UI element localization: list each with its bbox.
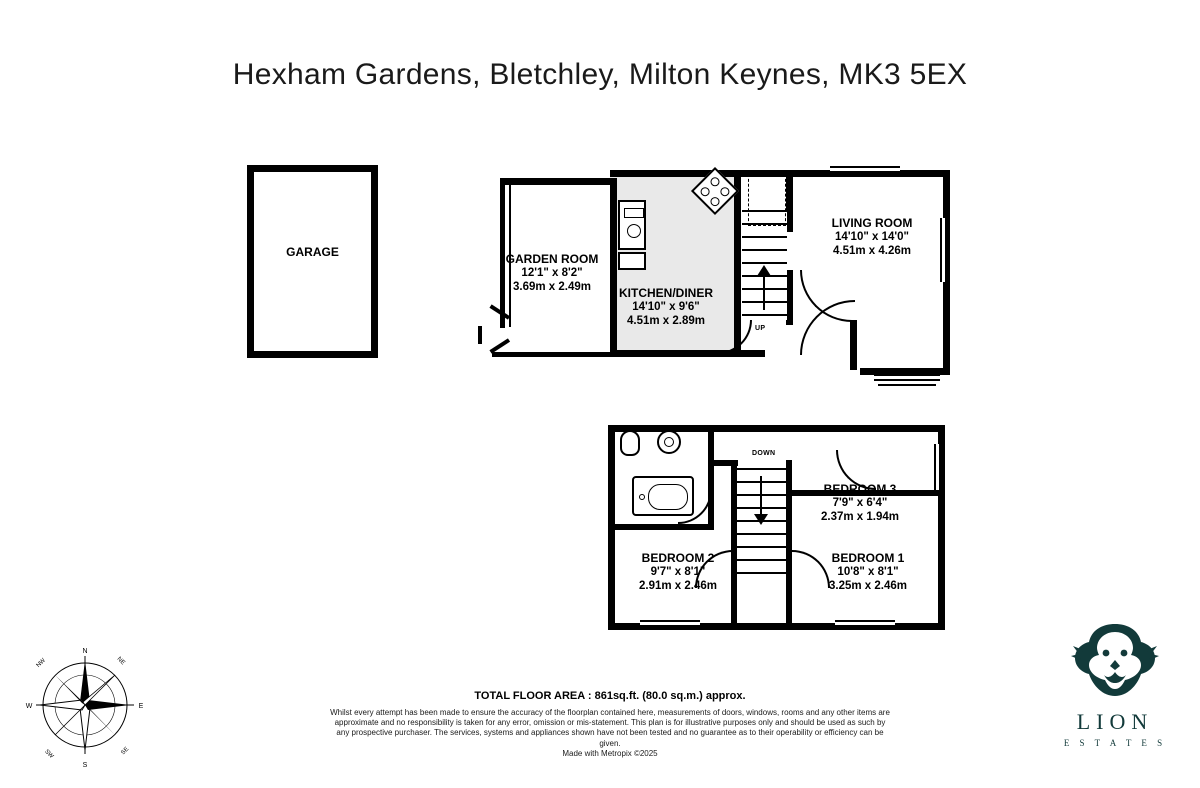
made-with-label: Made with Metropix ©2025	[562, 748, 658, 758]
garden-room-bay-face	[478, 326, 482, 344]
bathroom-partition-bottom	[608, 524, 714, 530]
bedroom3-label: BEDROOM 3 7'9" x 6'4" 2.37m x 1.94m	[820, 482, 899, 523]
garage-wall-right	[371, 165, 378, 358]
first-stair-direction-label: DOWN	[752, 450, 776, 457]
svg-text:NW: NW	[35, 657, 47, 669]
svg-text:SW: SW	[43, 748, 55, 760]
cupboard-dashed	[748, 174, 786, 226]
logo-name: LION	[1076, 709, 1154, 734]
up-arrow-head-icon	[757, 265, 771, 276]
bedroom1-window	[835, 620, 895, 627]
hall-door-arc	[800, 300, 855, 355]
down-arrow-icon	[760, 476, 762, 518]
garage-outline	[247, 165, 378, 358]
svg-text:S: S	[82, 762, 88, 769]
svg-text:W: W	[25, 703, 33, 710]
landing-head-wall	[714, 460, 738, 466]
garage-label: GARAGE	[286, 245, 339, 259]
svg-text:E: E	[138, 703, 144, 710]
first-floor-plan	[600, 420, 945, 635]
bathroom-door-arc	[678, 490, 712, 524]
garage-wall-bottom	[247, 351, 378, 358]
logo-subtitle: E S T A T E S	[1063, 738, 1167, 748]
garage-wall-left	[247, 165, 254, 358]
lion-head-icon	[1069, 620, 1161, 700]
down-arrow-head-icon	[754, 514, 768, 525]
bedroom2-window	[640, 620, 700, 627]
svg-text:NE: NE	[115, 656, 126, 667]
svg-text:N: N	[82, 648, 88, 655]
kitchen-wall-top	[500, 178, 612, 185]
sink-icon	[657, 430, 681, 454]
front-window	[874, 374, 940, 381]
hall-living-partition-lower	[786, 270, 793, 325]
bedroom2-label: BEDROOM 2 9'7" x 8'1" 2.91m x 2.46m	[638, 551, 717, 592]
living-room-label: LIVING ROOM 14'10" x 14'0" 4.51m x 4.26m	[831, 216, 913, 257]
svg-text:SE: SE	[120, 746, 131, 757]
compass-rose	[20, 640, 150, 770]
lion-estates-logo	[1040, 620, 1190, 770]
page-title: Hexham Gardens, Bletchley, Milton Keynes, MK3 5EX	[232, 58, 968, 91]
living-window-top	[830, 166, 900, 173]
kitchen-diner-label: KITCHEN/DINER 14'10" x 9'6" 4.51m x 2.89m	[618, 286, 713, 327]
bathroom-partition-right	[708, 425, 714, 530]
bedroom1-label: BEDROOM 1 10'8" x 8'1" 3.25m x 2.46m	[828, 551, 907, 592]
toilet-icon	[620, 430, 640, 456]
first-wall-top	[608, 425, 945, 432]
total-floor-area: TOTAL FLOOR AREA : 861sq.ft. (80.0 sq.m.) approx.	[474, 690, 746, 702]
up-arrow-icon	[763, 270, 765, 310]
front-porch-line	[878, 384, 936, 386]
oven-icon	[618, 200, 646, 250]
ground-stairs	[742, 210, 787, 320]
ground-stair-direction-label: UP	[755, 325, 766, 332]
compass-icon	[20, 640, 150, 770]
disclaimer-text	[330, 708, 890, 759]
garden-room-wall-bottom	[492, 352, 610, 357]
garden-room-label: GARDEN ROOM 12'1" x 8'2" 3.69m x 2.49m	[505, 252, 599, 293]
disclaimer-body: Whilst every attempt has been made to ensure the accuracy of the floorplan contained here, measurements of doors, windows, rooms and any other items are approximate and no responsibility is taken for any error, omission or mis-statement. This plan is for illustrative purposes only and should be used as such by any prospective purchaser. The services, systems and appliances shown have not been tested and no guarantee as to their operability or efficiency can be given.	[330, 708, 890, 748]
hall-living-partition	[786, 170, 793, 232]
garage-wall-top	[247, 165, 378, 172]
kitchen-wall-bottom	[610, 350, 722, 357]
